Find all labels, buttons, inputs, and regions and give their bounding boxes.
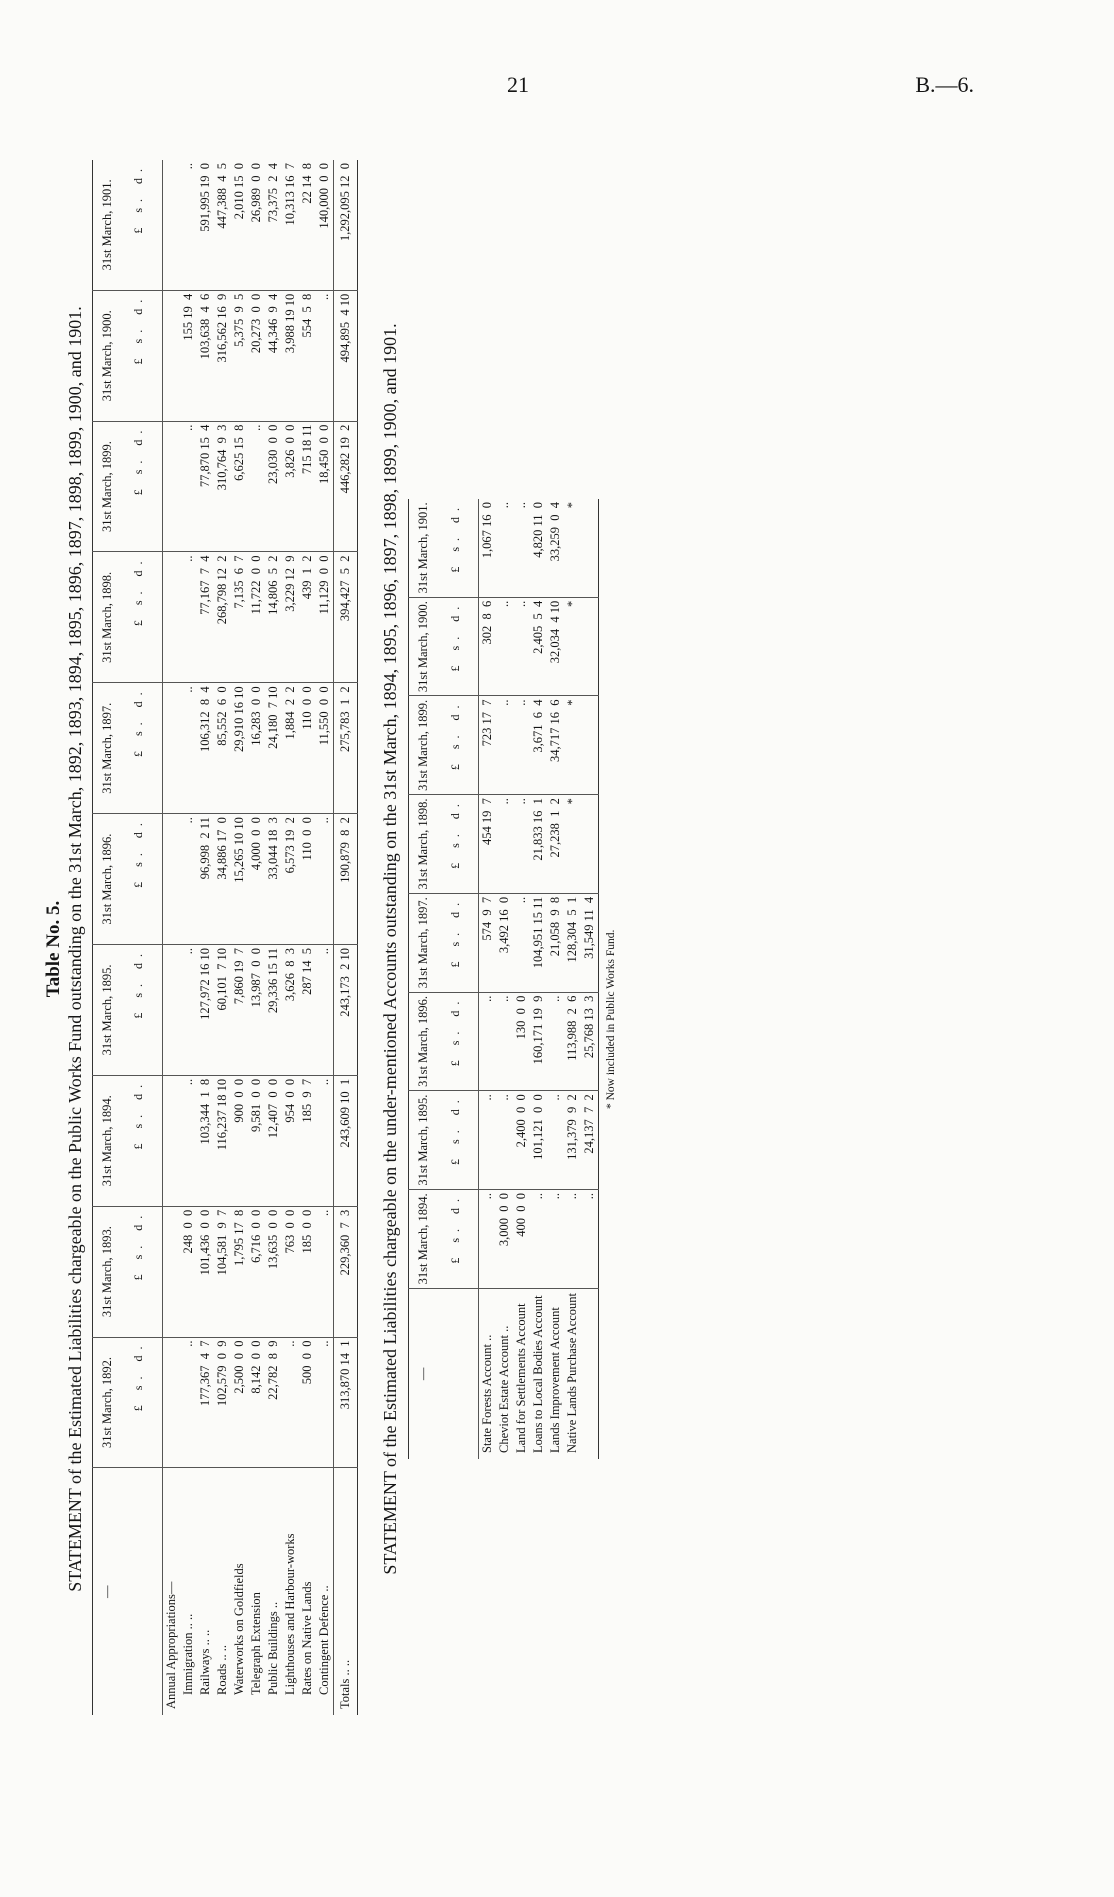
column-units: £ s. d. bbox=[448, 698, 463, 770]
row-label: Cheviot Estate Account .. bbox=[497, 1325, 512, 1453]
column-units: £ s. d. bbox=[131, 162, 146, 234]
public-works-liabilities-table bbox=[92, 160, 358, 1715]
value-cell: 14,806 5 2 bbox=[265, 551, 282, 682]
column-units: £ s. d. bbox=[131, 947, 146, 1019]
value-cell: 24,137 7 2 bbox=[581, 1090, 599, 1189]
value-cell: 77,870 15 4 bbox=[197, 421, 214, 552]
column-header bbox=[92, 421, 162, 552]
column-units: £ s. d. bbox=[131, 293, 146, 364]
value-cell: * bbox=[564, 695, 581, 794]
value-cell: 85,552 6 0 bbox=[214, 682, 231, 813]
row-label: Native Lands Purchase Account bbox=[565, 1292, 580, 1453]
value-cell: 10,313 16 7 bbox=[282, 160, 299, 290]
value-cell: 13,635 0 0 bbox=[265, 1206, 282, 1337]
column-date: 31st March, 1895. bbox=[99, 963, 114, 1055]
value-cell: 177,367 4 7 bbox=[197, 1337, 214, 1468]
column-date: 31st March, 1899. bbox=[99, 440, 114, 532]
value-cell: 27,238 1 2 bbox=[547, 794, 564, 893]
value-cell: 723 17 7 bbox=[479, 695, 497, 794]
column-date: 31st March, 1897. bbox=[99, 702, 114, 794]
row-label: Waterworks on Goldfields bbox=[231, 1562, 246, 1695]
row-label: Public Buildings .. bbox=[265, 1601, 280, 1695]
value-cell: 15,265 10 10 bbox=[231, 813, 248, 944]
empty-cell bbox=[162, 160, 180, 290]
table-row bbox=[180, 160, 197, 1715]
value-cell: 130 0 0 bbox=[513, 992, 530, 1091]
column-header bbox=[92, 1337, 162, 1468]
column-header bbox=[409, 1090, 479, 1189]
column-units: £ s. d. bbox=[448, 797, 463, 869]
blank-header: — bbox=[409, 1288, 479, 1459]
value-cell: 3,000 0 0 bbox=[496, 1189, 513, 1288]
value-cell: 2,405 5 4 bbox=[530, 597, 547, 696]
value-cell: 26,989 0 0 bbox=[248, 160, 265, 290]
value-cell: 110 0 0 bbox=[299, 682, 316, 813]
value-cell: 102,579 0 9 bbox=[214, 1337, 231, 1468]
totals-row bbox=[333, 160, 357, 1715]
value-cell: .. bbox=[547, 992, 564, 1091]
value-cell: 103,638 4 6 bbox=[197, 290, 214, 421]
column-header bbox=[409, 992, 479, 1091]
value-cell: 155 19 4 bbox=[180, 290, 197, 421]
value-cell: .. bbox=[513, 794, 530, 893]
value-cell: 128,304 5 1 bbox=[564, 893, 581, 992]
total-cell: 190,879 8 2 bbox=[333, 813, 357, 944]
row-label: Lands Improvement Account bbox=[548, 1306, 563, 1453]
value-cell: 131,379 9 2 bbox=[564, 1090, 581, 1189]
row-label: Railways .. .. bbox=[197, 1629, 212, 1695]
table-row bbox=[513, 499, 530, 1459]
value-cell: 11,722 0 0 bbox=[248, 551, 265, 682]
value-cell: 3,988 19 10 bbox=[282, 290, 299, 421]
total-cell: 275,783 1 2 bbox=[333, 682, 357, 813]
row-label: Rates on Native Lands bbox=[299, 1580, 314, 1695]
empty-cell bbox=[162, 1075, 180, 1206]
column-date: 31st March, 1901. bbox=[416, 501, 431, 593]
column-header bbox=[92, 290, 162, 421]
column-date: 31st March, 1898. bbox=[99, 571, 114, 663]
totals-label: Totals .. .. bbox=[333, 1467, 357, 1714]
column-header bbox=[409, 893, 479, 992]
value-cell: .. bbox=[180, 682, 197, 813]
total-cell: 394,427 5 2 bbox=[333, 551, 357, 682]
value-cell: 316,562 16 9 bbox=[214, 290, 231, 421]
table1-statement: STATEMENT of the Estimated Liabilities chargeable on the Public Works Fund outstanding on the 31st March, 1892, 1893, 1894, 1895, 1896, 1897, 1898, 1899, 1900, and 1901. bbox=[65, 305, 85, 1592]
value-cell: 22 14 8 bbox=[299, 160, 316, 290]
value-cell: .. bbox=[496, 597, 513, 696]
column-date: 31st March, 1897. bbox=[416, 896, 431, 988]
table-row bbox=[581, 499, 599, 1459]
section-label: Annual Appropriations— bbox=[163, 1581, 178, 1709]
table-row bbox=[197, 160, 214, 1715]
value-cell: 2,010 15 0 bbox=[231, 160, 248, 290]
page-number: 21 bbox=[507, 72, 529, 97]
page-reference: B.—6. bbox=[915, 72, 974, 97]
value-cell: 21,833 16 1 bbox=[530, 794, 547, 893]
value-cell: 1,795 17 8 bbox=[231, 1206, 248, 1337]
row-label: Immigration .. .. bbox=[180, 1613, 195, 1695]
value-cell: .. bbox=[316, 944, 334, 1075]
column-units: £ s. d. bbox=[448, 1192, 463, 1264]
table2-header-row bbox=[409, 499, 479, 1459]
column-date: 31st March, 1901. bbox=[99, 178, 114, 270]
value-cell: 33,259 0 4 bbox=[547, 499, 564, 597]
value-cell: 24,180 7 10 bbox=[265, 682, 282, 813]
value-cell: .. bbox=[496, 695, 513, 794]
value-cell: .. bbox=[248, 421, 265, 552]
empty-cell bbox=[162, 1206, 180, 1337]
value-cell: 34,886 17 0 bbox=[214, 813, 231, 944]
value-cell: .. bbox=[496, 992, 513, 1091]
row-label: Land for Settlements Account bbox=[514, 1302, 529, 1453]
value-cell: 287 14 5 bbox=[299, 944, 316, 1075]
value-cell: .. bbox=[547, 1189, 564, 1288]
value-cell: .. bbox=[479, 1090, 497, 1189]
value-cell: .. bbox=[180, 1337, 197, 1468]
column-header bbox=[409, 499, 479, 597]
column-date: 31st March, 1896. bbox=[99, 833, 114, 925]
value-cell: .. bbox=[496, 794, 513, 893]
value-cell: 3,229 12 9 bbox=[282, 551, 299, 682]
table-number: Table No. 5. bbox=[43, 900, 64, 997]
empty-cell bbox=[162, 1337, 180, 1468]
value-cell: 3,671 6 4 bbox=[530, 695, 547, 794]
row-label: Telegraph Extension bbox=[248, 1591, 263, 1695]
column-date: 31st March, 1900. bbox=[99, 309, 114, 401]
column-units: £ s. d. bbox=[131, 1209, 146, 1280]
value-cell: 591,995 19 0 bbox=[197, 160, 214, 290]
total-cell: 313,870 14 1 bbox=[333, 1337, 357, 1468]
section-row bbox=[162, 160, 180, 1715]
value-cell: 447,388 4 5 bbox=[214, 160, 231, 290]
empty-cell bbox=[162, 944, 180, 1075]
value-cell: .. bbox=[180, 551, 197, 682]
total-cell: 243,609 10 1 bbox=[333, 1075, 357, 1206]
value-cell: 160,171 19 9 bbox=[530, 992, 547, 1091]
value-cell: 9,581 0 0 bbox=[248, 1075, 265, 1206]
column-units: £ s. d. bbox=[448, 995, 463, 1066]
empty-cell bbox=[162, 813, 180, 944]
column-header bbox=[92, 1206, 162, 1337]
empty-cell bbox=[162, 290, 180, 421]
value-cell: 11,129 0 0 bbox=[316, 551, 334, 682]
column-date: 31st March, 1894. bbox=[99, 1094, 114, 1186]
value-cell: .. bbox=[180, 1075, 197, 1206]
value-cell: 185 0 0 bbox=[299, 1206, 316, 1337]
value-cell: .. bbox=[530, 1189, 547, 1288]
value-cell: .. bbox=[180, 813, 197, 944]
value-cell: 29,910 16 10 bbox=[231, 682, 248, 813]
value-cell: 6,625 15 8 bbox=[231, 421, 248, 552]
rotated-content bbox=[37, 69, 1077, 1829]
column-header bbox=[92, 1075, 162, 1206]
value-cell: 310,764 9 3 bbox=[214, 421, 231, 552]
value-cell: 11,550 0 0 bbox=[316, 682, 334, 813]
value-cell: 3,492 16 0 bbox=[496, 893, 513, 992]
value-cell: 44,346 9 4 bbox=[265, 290, 282, 421]
table1-header-row bbox=[92, 160, 162, 1715]
value-cell: 110 0 0 bbox=[299, 813, 316, 944]
value-cell: 34,717 16 6 bbox=[547, 695, 564, 794]
column-date: 31st March, 1900. bbox=[416, 600, 431, 692]
value-cell: 29,336 15 11 bbox=[265, 944, 282, 1075]
column-header bbox=[409, 695, 479, 794]
row-label: State Forests Account .. bbox=[480, 1334, 495, 1453]
value-cell: .. bbox=[479, 1189, 497, 1288]
footnote: * Now included in Public Works Fund. bbox=[605, 929, 618, 1109]
total-cell: 446,282 19 2 bbox=[333, 421, 357, 552]
value-cell: 33,044 18 3 bbox=[265, 813, 282, 944]
table-row bbox=[547, 499, 564, 1459]
value-cell: 77,167 7 4 bbox=[197, 551, 214, 682]
value-cell: 185 9 7 bbox=[299, 1075, 316, 1206]
value-cell: 104,951 15 11 bbox=[530, 893, 547, 992]
accounts-liabilities-table bbox=[408, 499, 599, 1459]
value-cell: 2,500 0 0 bbox=[231, 1337, 248, 1468]
column-date: 31st March, 1892. bbox=[99, 1356, 114, 1448]
value-cell: 12,407 0 0 bbox=[265, 1075, 282, 1206]
blank-header: — bbox=[92, 1467, 162, 1714]
value-cell: 13,987 0 0 bbox=[248, 944, 265, 1075]
value-cell: .. bbox=[282, 1337, 299, 1468]
value-cell: 268,798 12 2 bbox=[214, 551, 231, 682]
column-header bbox=[92, 160, 162, 290]
value-cell: 2,400 0 0 bbox=[513, 1090, 530, 1189]
row-label bbox=[581, 1288, 599, 1459]
table-row bbox=[282, 160, 299, 1715]
value-cell: 6,716 0 0 bbox=[248, 1206, 265, 1337]
column-date: 31st March, 1893. bbox=[99, 1225, 114, 1317]
value-cell: .. bbox=[513, 695, 530, 794]
value-cell: .. bbox=[180, 160, 197, 290]
value-cell bbox=[581, 695, 599, 794]
value-cell: 554 5 8 bbox=[299, 290, 316, 421]
column-date: 31st March, 1896. bbox=[416, 995, 431, 1087]
value-cell: 7,135 6 7 bbox=[231, 551, 248, 682]
value-cell: .. bbox=[180, 421, 197, 552]
value-cell: 103,344 1 8 bbox=[197, 1075, 214, 1206]
value-cell: .. bbox=[564, 1189, 581, 1288]
empty-cell bbox=[162, 421, 180, 552]
value-cell: 104,581 9 7 bbox=[214, 1206, 231, 1337]
value-cell: 22,782 8 9 bbox=[265, 1337, 282, 1468]
value-cell: 439 1 2 bbox=[299, 551, 316, 682]
value-cell: 574 9 7 bbox=[479, 893, 497, 992]
value-cell: 1,884 2 2 bbox=[282, 682, 299, 813]
row-label: Loans to Local Bodies Account bbox=[531, 1294, 546, 1453]
value-cell: 96,998 2 11 bbox=[197, 813, 214, 944]
value-cell: 127,972 16 10 bbox=[197, 944, 214, 1075]
value-cell: 21,058 9 8 bbox=[547, 893, 564, 992]
value-cell: .. bbox=[479, 992, 497, 1091]
value-cell: * bbox=[564, 597, 581, 696]
value-cell: .. bbox=[547, 1090, 564, 1189]
table-row bbox=[299, 160, 316, 1715]
column-date: 31st March, 1895. bbox=[416, 1094, 431, 1186]
value-cell: .. bbox=[316, 813, 334, 944]
row-label: Roads .. .. bbox=[214, 1644, 229, 1695]
value-cell: .. bbox=[316, 1337, 334, 1468]
value-cell bbox=[581, 499, 599, 597]
column-header bbox=[409, 597, 479, 696]
value-cell: 5,375 9 5 bbox=[231, 290, 248, 421]
value-cell: 31,549 11 4 bbox=[581, 893, 599, 992]
value-cell: 73,375 2 4 bbox=[265, 160, 282, 290]
value-cell: 302 8 6 bbox=[479, 597, 497, 696]
value-cell: .. bbox=[316, 290, 334, 421]
value-cell: 25,768 13 3 bbox=[581, 992, 599, 1091]
total-cell: 229,360 7 3 bbox=[333, 1206, 357, 1337]
total-cell: 494,895 4 10 bbox=[333, 290, 357, 421]
column-header bbox=[92, 682, 162, 813]
column-header bbox=[92, 551, 162, 682]
value-cell: 140,000 0 0 bbox=[316, 160, 334, 290]
value-cell: 106,312 8 4 bbox=[197, 682, 214, 813]
value-cell: 60,101 7 10 bbox=[214, 944, 231, 1075]
empty-cell bbox=[162, 682, 180, 813]
value-cell: 113,988 2 6 bbox=[564, 992, 581, 1091]
empty-cell bbox=[162, 551, 180, 682]
table-row bbox=[231, 160, 248, 1715]
value-cell: .. bbox=[581, 1189, 599, 1288]
value-cell: 1,067 16 0 bbox=[479, 499, 497, 597]
table2-statement: STATEMENT of the Estimated Liabilities chargeable on the under-mentioned Accounts outstanding on the 31st March, 1894, 1895, 1896, 1897, 1898, 1899, 1900, and 1901. bbox=[379, 322, 400, 1575]
value-cell: .. bbox=[513, 597, 530, 696]
value-cell: 32,034 4 10 bbox=[547, 597, 564, 696]
value-cell: 248 0 0 bbox=[180, 1206, 197, 1337]
value-cell: 101,121 0 0 bbox=[530, 1090, 547, 1189]
table-row bbox=[564, 499, 581, 1459]
value-cell: 500 0 0 bbox=[299, 1337, 316, 1468]
value-cell: .. bbox=[180, 944, 197, 1075]
row-label: Lighthouses and Harbour-works bbox=[282, 1532, 297, 1695]
value-cell: 18,450 0 0 bbox=[316, 421, 334, 552]
table-row bbox=[496, 499, 513, 1459]
value-cell: 101,436 0 0 bbox=[197, 1206, 214, 1337]
value-cell: * bbox=[564, 794, 581, 893]
total-cell: 1,292,095 12 0 bbox=[333, 160, 357, 290]
column-header bbox=[92, 944, 162, 1075]
column-units: £ s. d. bbox=[131, 424, 146, 495]
value-cell: * bbox=[564, 499, 581, 597]
value-cell: .. bbox=[316, 1206, 334, 1337]
column-units: £ s. d. bbox=[131, 554, 146, 626]
value-cell: 20,273 0 0 bbox=[248, 290, 265, 421]
value-cell: 3,626 8 3 bbox=[282, 944, 299, 1075]
column-units: £ s. d. bbox=[448, 501, 463, 573]
column-header bbox=[409, 794, 479, 893]
column-header bbox=[409, 1189, 479, 1288]
value-cell: 715 18 11 bbox=[299, 421, 316, 552]
value-cell: 8,142 0 0 bbox=[248, 1337, 265, 1468]
row-label: Contingent Defence .. bbox=[316, 1584, 331, 1695]
value-cell: 954 0 0 bbox=[282, 1075, 299, 1206]
value-cell: .. bbox=[513, 499, 530, 597]
column-units: £ s. d. bbox=[131, 1078, 146, 1150]
column-units: £ s. d. bbox=[131, 685, 146, 757]
table-row bbox=[479, 499, 497, 1459]
value-cell: .. bbox=[496, 499, 513, 597]
table-row bbox=[530, 499, 547, 1459]
column-units: £ s. d. bbox=[448, 896, 463, 968]
column-header bbox=[92, 813, 162, 944]
table-row bbox=[316, 160, 334, 1715]
value-cell: 6,573 19 2 bbox=[282, 813, 299, 944]
value-cell: .. bbox=[316, 1075, 334, 1206]
column-units: £ s. d. bbox=[131, 816, 146, 888]
table-row bbox=[214, 160, 231, 1715]
value-cell: 4,000 0 0 bbox=[248, 813, 265, 944]
table-row bbox=[265, 160, 282, 1715]
value-cell: 4,820 11 0 bbox=[530, 499, 547, 597]
column-date: 31st March, 1894. bbox=[416, 1192, 431, 1284]
column-units: £ s. d. bbox=[131, 1340, 146, 1411]
value-cell: 763 0 0 bbox=[282, 1206, 299, 1337]
value-cell: 3,826 0 0 bbox=[282, 421, 299, 552]
total-cell: 243,173 2 10 bbox=[333, 944, 357, 1075]
value-cell bbox=[581, 597, 599, 696]
value-cell bbox=[581, 794, 599, 893]
value-cell: .. bbox=[496, 1090, 513, 1189]
table-row bbox=[248, 160, 265, 1715]
value-cell: 400 0 0 bbox=[513, 1189, 530, 1288]
value-cell: 116,237 18 10 bbox=[214, 1075, 231, 1206]
value-cell: 23,030 0 0 bbox=[265, 421, 282, 552]
value-cell: 7,860 19 7 bbox=[231, 944, 248, 1075]
value-cell: 16,283 0 0 bbox=[248, 682, 265, 813]
value-cell: .. bbox=[513, 893, 530, 992]
column-date: 31st March, 1898. bbox=[416, 798, 431, 890]
value-cell: 454 19 7 bbox=[479, 794, 497, 893]
value-cell: 900 0 0 bbox=[231, 1075, 248, 1206]
column-date: 31st March, 1899. bbox=[416, 699, 431, 791]
column-units: £ s. d. bbox=[448, 1093, 463, 1165]
column-units: £ s. d. bbox=[448, 600, 463, 671]
